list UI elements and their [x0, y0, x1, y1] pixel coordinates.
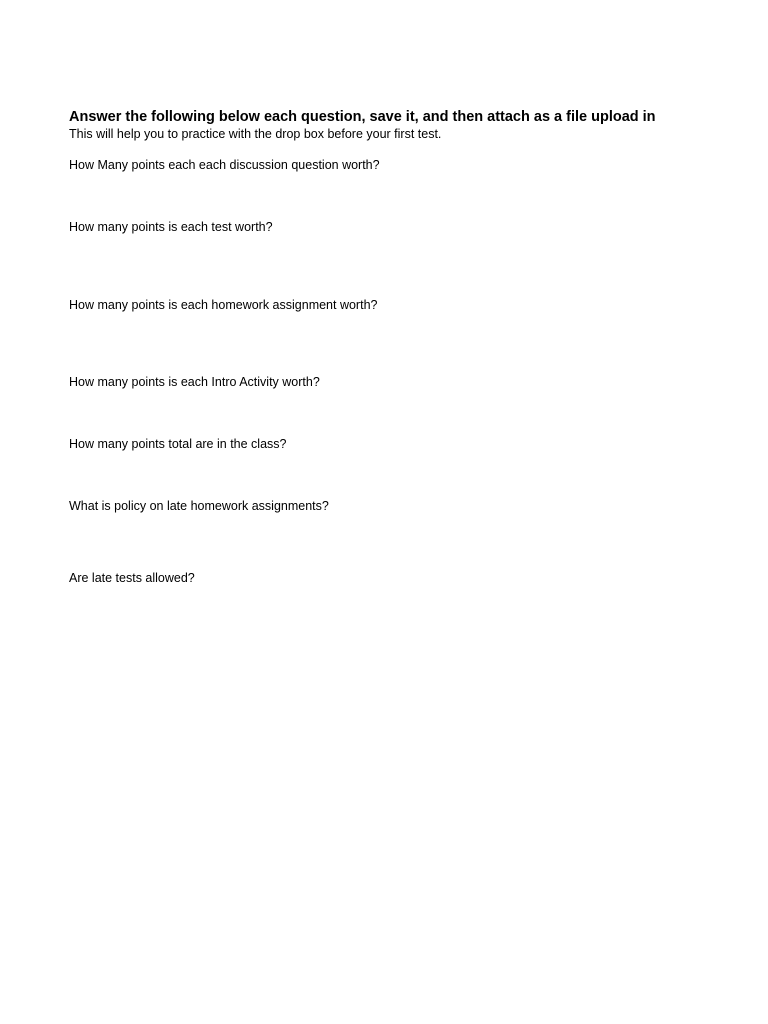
question-late-tests: Are late tests allowed? — [69, 571, 195, 585]
question-total-points: How many points total are in the class? — [69, 437, 287, 451]
question-late-homework-policy: What is policy on late homework assignments? — [69, 499, 329, 513]
document-subtitle: This will help you to practice with the drop box before your first test. — [69, 127, 442, 141]
question-homework-points: How many points is each homework assignment worth? — [69, 298, 378, 312]
question-discussion-points: How Many points each each discussion question worth? — [69, 158, 380, 172]
question-intro-activity-points: How many points is each Intro Activity worth? — [69, 375, 320, 389]
question-test-points: How many points is each test worth? — [69, 220, 273, 234]
document-title: Answer the following below each question, save it, and then attach as a file upload in — [69, 109, 656, 125]
